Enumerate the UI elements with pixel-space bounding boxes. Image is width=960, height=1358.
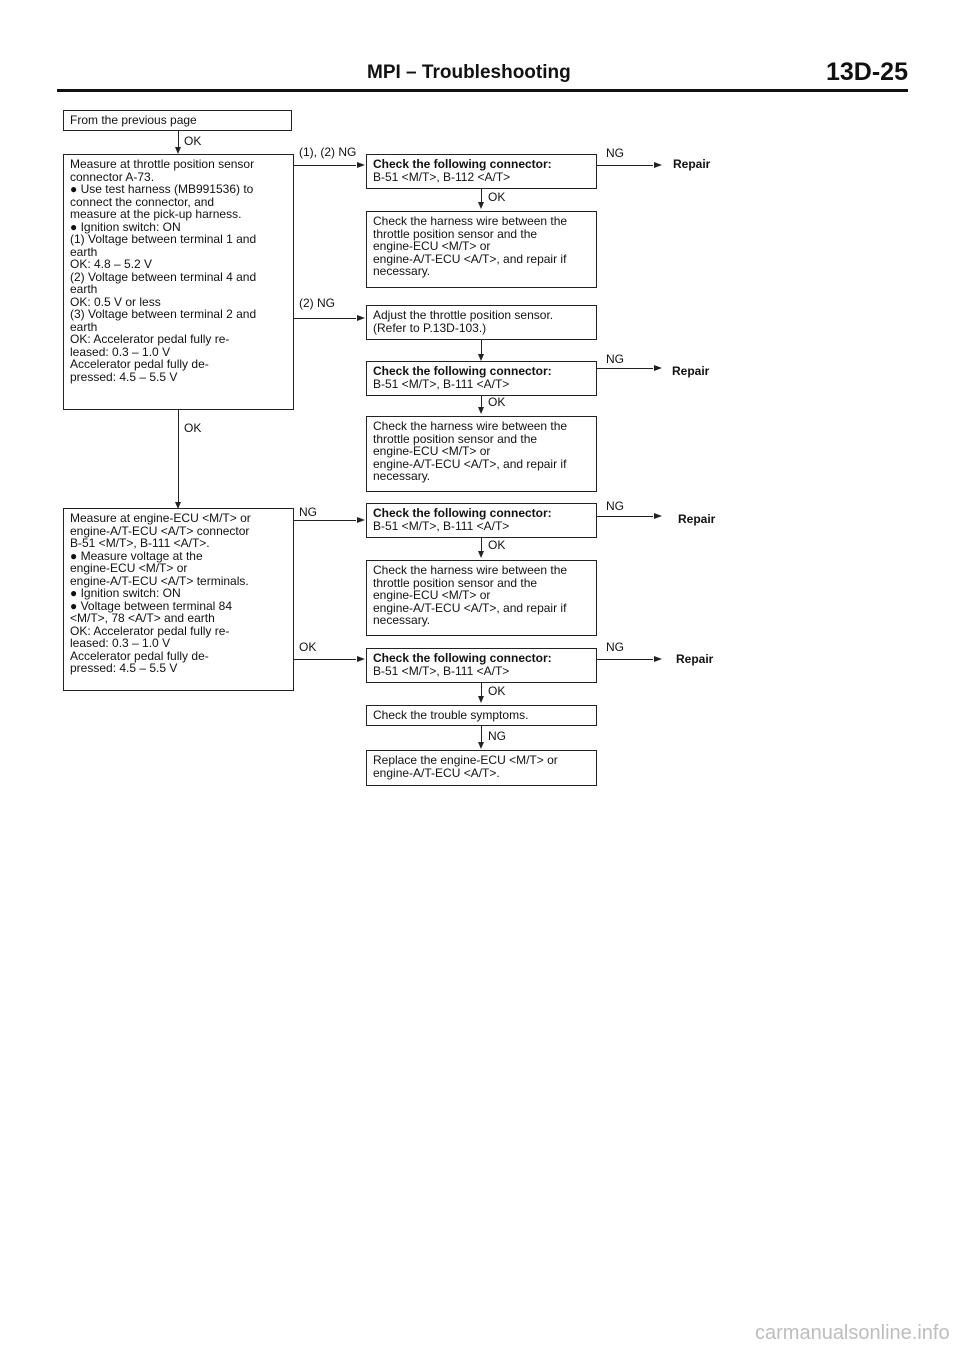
ok-label: OK [488, 538, 506, 552]
from-previous-page-box: From the previous page [63, 110, 292, 131]
arrow-down-icon [478, 696, 484, 703]
replace-ecu-box: Replace the engine-ECU <M/T> or engine-A/T-ECU <A/T>. [366, 750, 597, 786]
step1-measure-tps-box: Measure at throttle position sensor connector A-73. ● Use test harness (MB991536) to connect the connector, and measure at the pick-up harness. ● Ignition switch: ON (1) Voltage between terminal 1 and earth OK: 4.8 – 5.2 V (2) Voltage between terminal 4 and earth OK: 0.5 V or less (3) Voltage between terminal 2 and earth OK: Accelerator pedal fully re- leased: 0.3 – 1.0 V Accelerator pedal fully de- pressed: 4.5 – 5.5 V [63, 154, 294, 410]
connector-line [481, 189, 482, 202]
ng-label: NG [606, 499, 624, 513]
ok-label: OK [299, 640, 317, 654]
connector-line [294, 318, 356, 319]
connector-ids: B-51 <M/T>, B-111 <A/T> [373, 376, 510, 391]
check-connector-title: Check the following connector: [373, 651, 552, 665]
repair-label: Repair [676, 652, 714, 666]
harness-check-box-2: Check the harness wire between the throttle position sensor and the engine-ECU <M/T> or engine-A/T-ECU <A/T>, and repair if necessary. [366, 416, 597, 492]
page-title: MPI – Troubleshooting [367, 62, 571, 83]
arrow-right-icon [357, 162, 365, 168]
connector-line [597, 659, 653, 660]
arrow-down-icon [478, 202, 484, 209]
arrow-right-icon [654, 365, 662, 371]
trouble-symptoms-box: Check the trouble symptoms. [366, 705, 597, 726]
connector-line [481, 538, 482, 552]
page-number: 13D-25 [826, 58, 908, 86]
header-rule [57, 89, 908, 92]
connector-ids: B-51 <M/T>, B-112 <A/T> [373, 169, 511, 184]
ng-label: NG [606, 146, 624, 160]
check-connector-title: Check the following connector: [373, 506, 552, 520]
connector-line [178, 410, 179, 502]
ok-label: OK [488, 395, 506, 409]
check-connector-box-4 [366, 648, 597, 683]
connector-line [597, 516, 653, 517]
connector-line [294, 520, 356, 521]
check-connector-box-3 [366, 503, 597, 538]
repair-label: Repair [673, 157, 711, 171]
ng-1-2-label: (1), (2) NG [299, 145, 357, 159]
connector-line [481, 683, 482, 697]
connector-line [178, 131, 179, 147]
page-header [57, 56, 908, 90]
check-connector-title: Check the following connector: [373, 157, 552, 171]
arrow-right-icon [654, 513, 662, 519]
ok-label: OK [488, 684, 506, 698]
ok-label: OK [184, 421, 202, 435]
repair-label: Repair [678, 512, 716, 526]
connector-line [294, 165, 356, 166]
watermark: carmanualsonline.info [755, 1322, 950, 1344]
ng-label: NG [488, 729, 506, 743]
arrow-down-icon [175, 147, 181, 154]
repair-label: Repair [672, 364, 710, 378]
ng-label: NG [606, 640, 624, 654]
arrow-down-icon [478, 407, 484, 414]
arrow-right-icon [357, 517, 365, 523]
arrow-right-icon [654, 162, 662, 168]
harness-check-box-3: Check the harness wire between the throttle position sensor and the engine-ECU <M/T> or engine-A/T-ECU <A/T>, and repair if necessary. [366, 560, 597, 636]
connector-line [294, 659, 356, 660]
step2-measure-ecu-box: Measure at engine-ECU <M/T> or engine-A/T-ECU <A/T> connector B-51 <M/T>, B-111 <A/T>. ● Measure voltage at the engine-ECU <M/T> or engine-A/T-ECU <A/T> terminals. ● Ignition switch: ON ● Voltage between terminal 84 <M/T>, 78 <A/T> and earth OK: Accelerator pedal fully re- leased: 0.3 – 1.0 V Accelerator pedal fully de- pressed: 4.5 – 5.5 V [63, 508, 294, 691]
ng-label: NG [299, 505, 317, 519]
connector-line [481, 726, 482, 743]
arrow-down-icon [478, 354, 484, 361]
ok-label: OK [184, 134, 202, 148]
connector-ids: B-51 <M/T>, B-111 <A/T> [373, 663, 510, 678]
arrow-down-icon [478, 742, 484, 749]
ng-label: NG [606, 352, 624, 366]
connector-line [481, 340, 482, 355]
connector-ids: B-51 <M/T>, B-111 <A/T> [373, 518, 510, 533]
check-connector-title: Check the following connector: [373, 364, 552, 378]
harness-check-box-1: Check the harness wire between the throttle position sensor and the engine-ECU <M/T> or engine-A/T-ECU <A/T>, and repair if necessary. [366, 211, 597, 288]
adjust-tps-box: Adjust the throttle position sensor. (Refer to P.13D-103.) [366, 305, 597, 340]
ok-label: OK [488, 190, 506, 204]
arrow-right-icon [357, 315, 365, 321]
connector-line [597, 368, 653, 369]
ng-2-label: (2) NG [299, 296, 335, 310]
arrow-right-icon [357, 656, 365, 662]
connector-line [597, 165, 653, 166]
check-connector-box-2 [366, 361, 597, 396]
arrow-right-icon [654, 656, 662, 662]
arrow-down-icon [478, 551, 484, 558]
check-connector-box-1 [366, 154, 597, 189]
